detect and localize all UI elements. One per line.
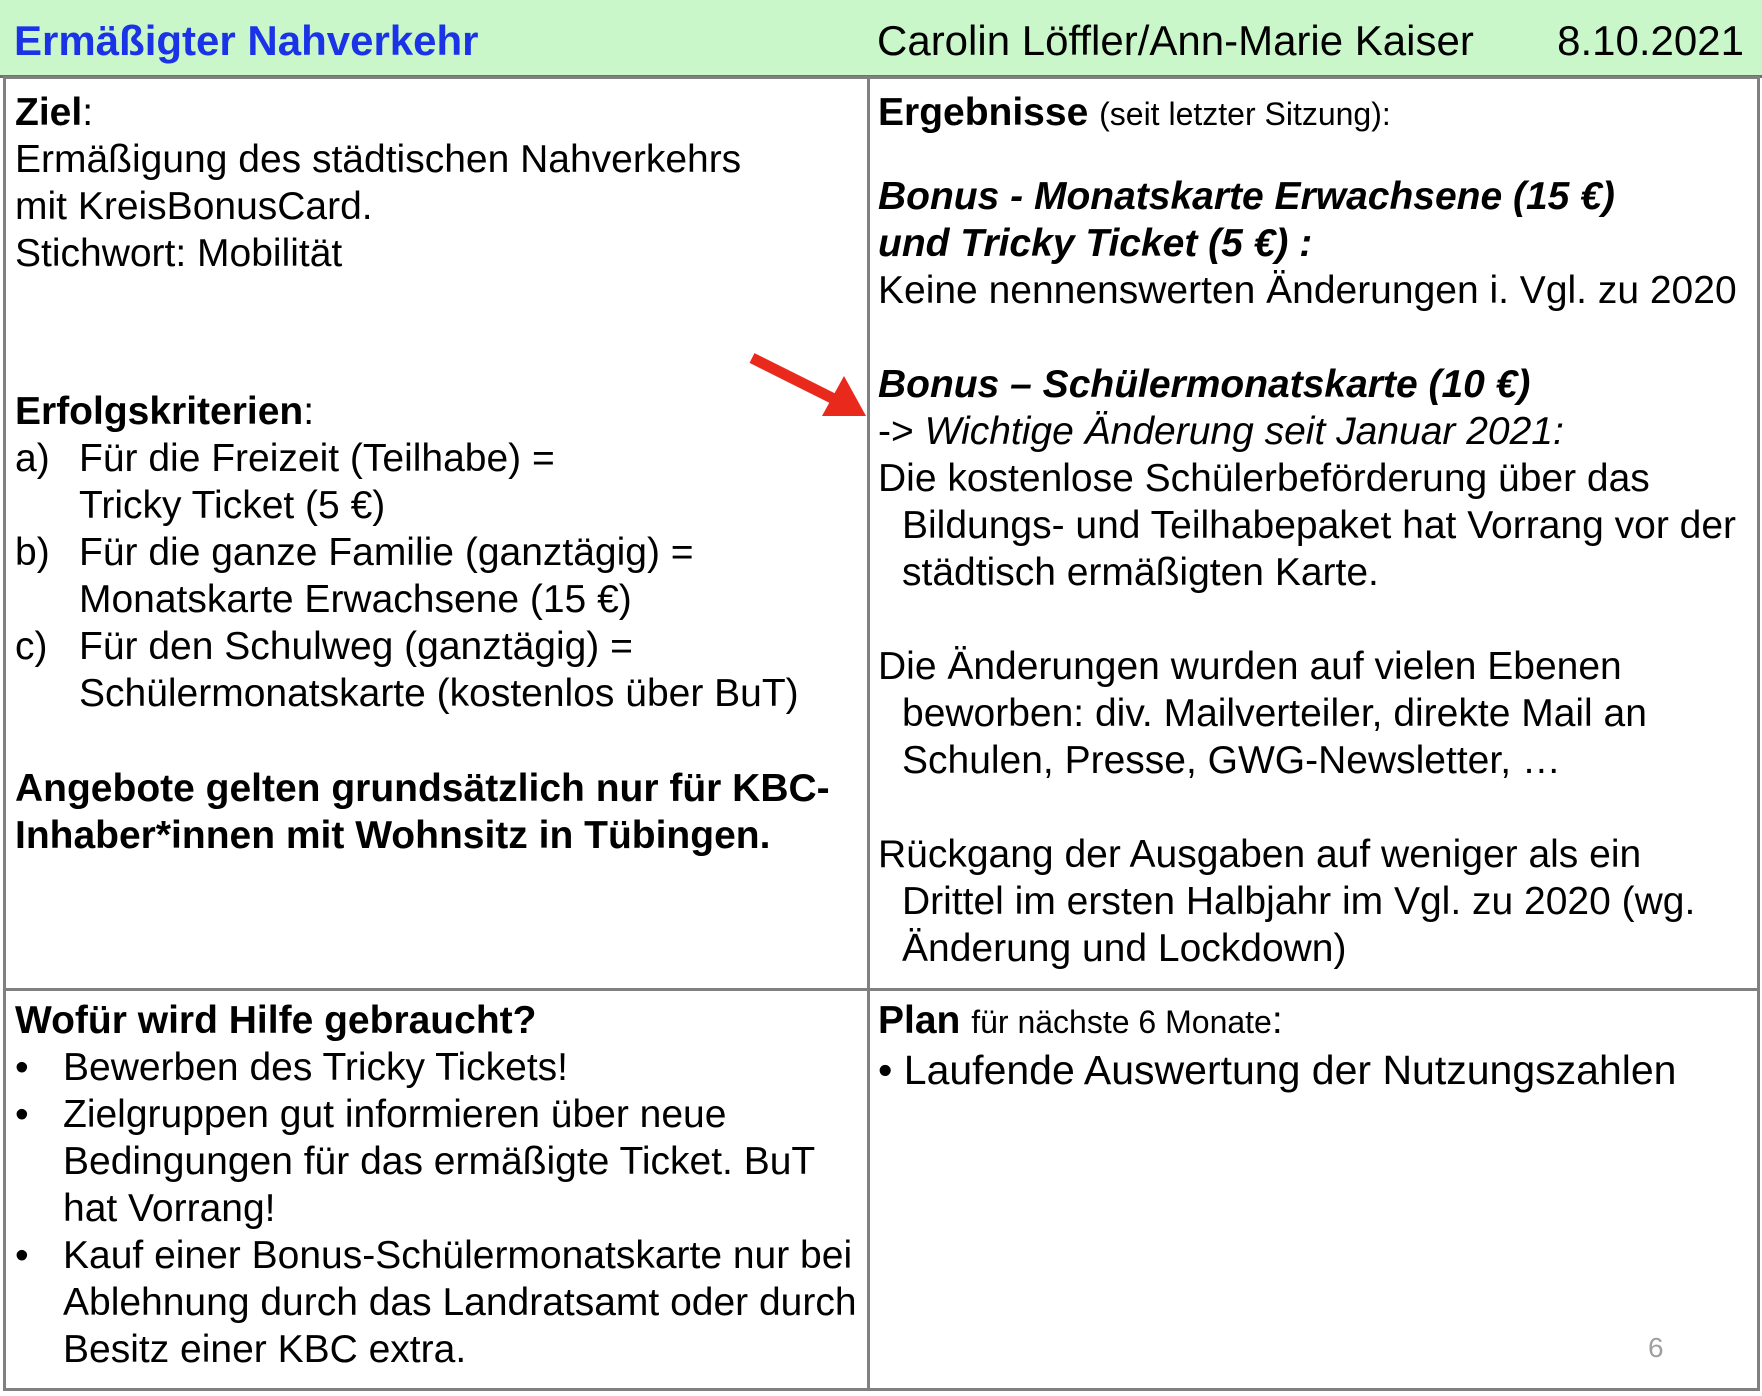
authors: Carolin Löffler/Ann-Marie Kaiser	[877, 17, 1474, 64]
results-cell	[867, 76, 1760, 991]
criteria-heading-line	[15, 388, 314, 435]
list-item-text: Tricky Ticket (5 €)	[79, 484, 386, 527]
list-item-text: Bewerben des Tricky Tickets!	[63, 1046, 569, 1089]
page-number: 6	[1648, 1332, 1664, 1363]
result-block-title: Bonus – Schülermonatskarte (10 €)	[878, 363, 1531, 406]
list-item-text: Für die Freizeit (Teilhabe) =	[79, 437, 555, 480]
list-item-text: Für die ganze Familie (ganztägig) =	[79, 531, 694, 574]
bullet: •	[15, 1234, 29, 1277]
goal-line: Ermäßigung des städtischen Nahverkehrs	[15, 138, 742, 181]
result-block-text: städtisch ermäßigten Karte.	[902, 551, 1379, 594]
criteria-heading: Erfolgskriterien	[15, 390, 304, 433]
goal-heading-colon: :	[82, 91, 94, 134]
plan-subheading: für nächste 6 Monate	[971, 1004, 1272, 1040]
date: 8.10.2021	[1557, 17, 1744, 64]
criteria-note: Inhaber*innen mit Wohnsitz in Tübingen.	[15, 814, 771, 857]
list-item	[15, 623, 799, 670]
help-list	[15, 1044, 857, 1373]
results-heading: Ergebnisse	[878, 91, 1089, 134]
goal-line: mit KreisBonusCard.	[15, 185, 373, 228]
list-item	[15, 1091, 857, 1138]
goal-heading-line	[15, 89, 93, 136]
goal-cell	[3, 76, 870, 991]
list-item-continuation	[15, 482, 799, 529]
list-item-text: Kauf einer Bonus-Schülermonatskarte nur bei	[63, 1234, 853, 1277]
list-item-text: Schülermonatskarte (kostenlos über BuT)	[79, 672, 799, 715]
bullet: •	[878, 1047, 893, 1093]
plan-heading-line	[878, 997, 1283, 1046]
results-heading-line	[878, 89, 1391, 138]
list-marker: c)	[15, 625, 48, 668]
list-item-text: Laufende Auswertung der Nutzungszahlen	[903, 1047, 1677, 1093]
result-block-text: Schulen, Presse, GWG-Newsletter, …	[902, 739, 1561, 782]
help-heading: Wofür wird Hilfe gebraucht?	[15, 999, 537, 1042]
result-block-text: Bildungs- und Teilhabepaket hat Vorrang vor der	[902, 504, 1737, 547]
results-subheading: (seit letzter Sitzung):	[1099, 96, 1391, 132]
list-item	[15, 1232, 857, 1279]
bullet: •	[15, 1046, 29, 1089]
list-item-text: Monatskarte Erwachsene (15 €)	[79, 578, 632, 621]
result-block-text: Rückgang der Ausgaben auf weniger als ein	[878, 833, 1642, 876]
list-item-text: Bedingungen für das ermäßigte Ticket. BuT	[63, 1140, 816, 1183]
list-marker: b)	[15, 531, 50, 574]
result-block-subtitle	[878, 408, 1564, 455]
list-item-continuation	[15, 576, 799, 623]
result-block-text: Die kostenlose Schülerbeförderung über das	[878, 457, 1650, 500]
goal-line: Stichwort: Mobilität	[15, 232, 343, 275]
criteria-note: Angebote gelten grundsätzlich nur für KBC-	[15, 767, 830, 810]
list-item-text: Für den Schulweg (ganztägig) =	[79, 625, 633, 668]
result-block-title: und Tricky Ticket (5 €) :	[878, 222, 1313, 265]
list-item-continuation	[15, 1185, 857, 1232]
result-block-text: Die Änderungen wurden auf vielen Ebenen	[878, 645, 1622, 688]
criteria-heading-colon: :	[303, 390, 315, 433]
red-arrow-icon	[748, 350, 873, 425]
list-item-continuation	[15, 1279, 857, 1326]
list-item-continuation	[15, 1138, 857, 1185]
list-item	[15, 1044, 857, 1091]
plan-heading-colon: :	[1271, 999, 1283, 1042]
result-block-text: beworben: div. Mailverteiler, direkte Mail an	[902, 692, 1647, 735]
list-item-text: hat Vorrang!	[63, 1187, 276, 1230]
result-block-text: Änderung und Lockdown)	[902, 927, 1347, 970]
goal-heading: Ziel	[15, 91, 83, 134]
slide-title: Ermäßigter Nahverkehr	[14, 17, 479, 64]
list-item	[15, 529, 799, 576]
list-item-continuation	[15, 1326, 857, 1373]
help-cell	[3, 988, 870, 1391]
list-item	[15, 435, 799, 482]
list-item-continuation	[15, 670, 799, 717]
plan-heading: Plan	[878, 999, 961, 1042]
criteria-list	[15, 435, 799, 717]
arrow-prefix: ->	[878, 410, 914, 453]
result-block-text: Keine nennenswerten Änderungen i. Vgl. zu 2020	[878, 269, 1737, 312]
result-block-title: Bonus - Monatskarte Erwachsene (15 €)	[878, 175, 1615, 218]
subtitle-text: Wichtige Änderung seit Januar 2021:	[924, 410, 1564, 453]
header-bar	[0, 0, 1762, 78]
list-item-text: Besitz einer KBC extra.	[63, 1328, 467, 1371]
list-item-text: Ablehnung durch das Landratsamt oder durch	[63, 1281, 857, 1324]
plan-item	[878, 1047, 1676, 1094]
plan-cell	[867, 988, 1760, 1391]
list-item-text: Zielgruppen gut informieren über neue	[63, 1093, 727, 1136]
list-marker: a)	[15, 437, 50, 480]
result-block-text: Drittel im ersten Halbjahr im Vgl. zu 2020 (wg.	[902, 880, 1696, 923]
bullet: •	[15, 1093, 29, 1136]
